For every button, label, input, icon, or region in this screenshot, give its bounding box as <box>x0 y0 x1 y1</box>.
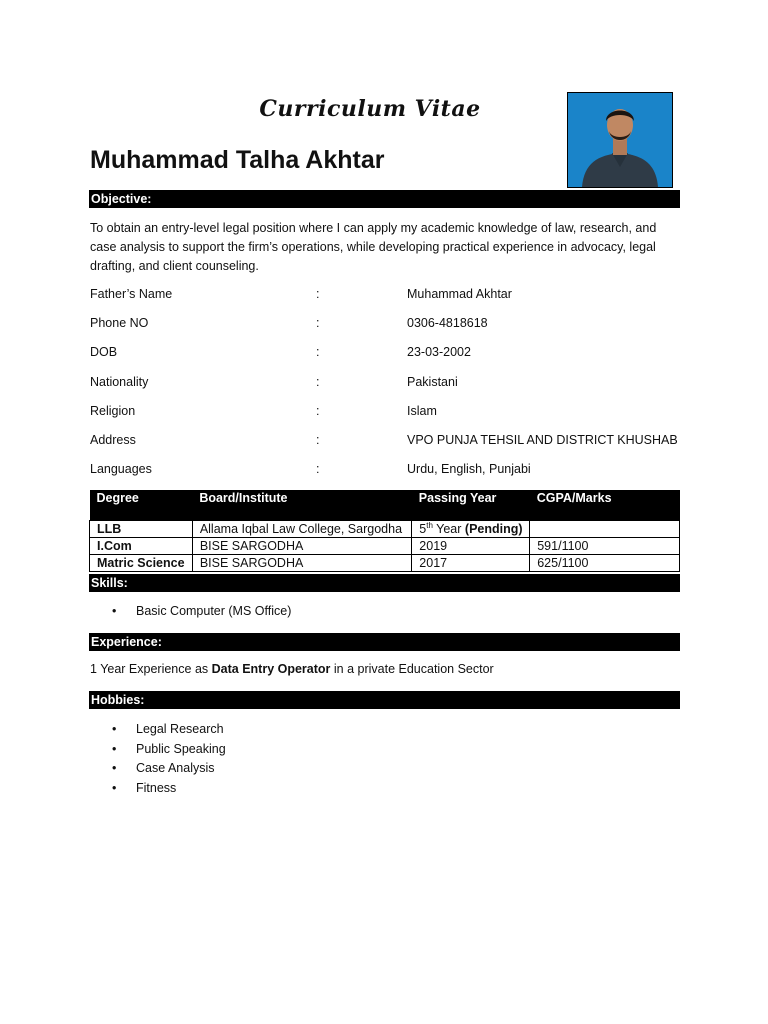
degree-cell: I.Com <box>90 538 193 555</box>
hobbies-header: Hobbies: <box>89 691 680 709</box>
info-row-address <box>90 431 680 449</box>
person-portrait-icon <box>568 93 672 187</box>
applicant-name: Muhammad Talha Akhtar <box>90 146 385 174</box>
info-label: Phone NO <box>90 316 149 330</box>
year-status: (Pending) <box>464 522 523 536</box>
info-value: VPO PUNJA TEHSIL AND DISTRICT KHUSHAB <box>407 433 678 447</box>
list-item: • Basic Computer (MS Office) <box>112 602 291 622</box>
marks-cell: 591/1100 <box>530 538 680 555</box>
info-separator: : <box>316 404 320 418</box>
objective-line: drafting, and client counseling. <box>90 259 259 273</box>
info-row-languages <box>90 460 680 478</box>
year-text: Year <box>432 522 465 536</box>
info-value: Urdu, English, Punjabi <box>407 462 531 476</box>
info-value: Muhammad Akhtar <box>407 287 512 301</box>
info-value: 0306-4818618 <box>407 316 488 330</box>
experience-role: Data Entry Operator <box>211 662 331 676</box>
info-separator: : <box>316 316 320 330</box>
marks-cell <box>530 521 680 538</box>
column-header: Degree <box>90 490 193 521</box>
info-row-dob <box>90 343 680 361</box>
info-row-religion <box>90 402 680 420</box>
year-cell <box>412 521 530 538</box>
year-cell: 2019 <box>412 538 530 555</box>
year-number: 5 <box>419 522 427 536</box>
list-item: • Legal Research <box>112 720 226 740</box>
experience-prefix: 1 Year Experience as <box>90 662 212 676</box>
info-label: Address <box>90 433 136 447</box>
info-row-phone <box>90 314 680 332</box>
table-row <box>90 521 680 538</box>
objective-text <box>90 219 680 276</box>
info-label: Languages <box>90 462 152 476</box>
info-label: Nationality <box>90 375 149 389</box>
info-row-nationality <box>90 373 680 391</box>
degree-cell: LLB <box>90 521 193 538</box>
info-label: Father’s Name <box>90 287 173 301</box>
marks-cell: 625/1100 <box>530 555 680 572</box>
experience-header: Experience: <box>89 633 680 651</box>
document-title: Curriculum Vitae <box>259 96 481 122</box>
hobbies-list <box>112 720 226 798</box>
degree-cell: Matric Science <box>90 555 193 572</box>
skills-header: Skills: <box>89 574 680 592</box>
info-row-fathers-name <box>90 285 680 303</box>
year-cell: 2017 <box>412 555 530 572</box>
column-header: Board/Institute <box>192 490 411 521</box>
table-row <box>90 555 680 572</box>
institute-cell: Allama Iqbal Law College, Sargodha <box>192 521 411 538</box>
education-header-row <box>90 490 680 521</box>
info-separator: : <box>316 433 320 447</box>
objective-header: Objective: <box>89 190 680 208</box>
profile-photo <box>567 92 673 188</box>
info-separator: : <box>316 375 320 389</box>
experience-suffix: in a private Education Sector <box>330 662 494 676</box>
education-table <box>89 490 680 572</box>
info-separator: : <box>316 287 320 301</box>
experience-text <box>90 662 494 676</box>
objective-line: To obtain an entry-level legal position where I can apply my academic knowledge of law, research, and <box>90 221 657 235</box>
info-label: DOB <box>90 345 118 359</box>
table-row <box>90 538 680 555</box>
info-label: Religion <box>90 404 136 418</box>
info-value: Pakistani <box>407 375 458 389</box>
list-item: • Public Speaking <box>112 740 226 760</box>
list-item: • Case Analysis <box>112 759 226 779</box>
info-value: 23-03-2002 <box>407 345 471 359</box>
info-value: Islam <box>407 404 437 418</box>
objective-line: case analysis to support the firm’s operations, while developing practical experience in advocacy, legal <box>90 240 656 254</box>
year-ordinal: th <box>426 520 433 530</box>
info-separator: : <box>316 462 320 476</box>
column-header: CGPA/Marks <box>530 490 680 521</box>
skills-list <box>112 602 291 622</box>
institute-cell: BISE SARGODHA <box>192 555 411 572</box>
list-item: • Fitness <box>112 779 226 799</box>
institute-cell: BISE SARGODHA <box>192 538 411 555</box>
column-header: Passing Year <box>412 490 530 521</box>
info-separator: : <box>316 345 320 359</box>
